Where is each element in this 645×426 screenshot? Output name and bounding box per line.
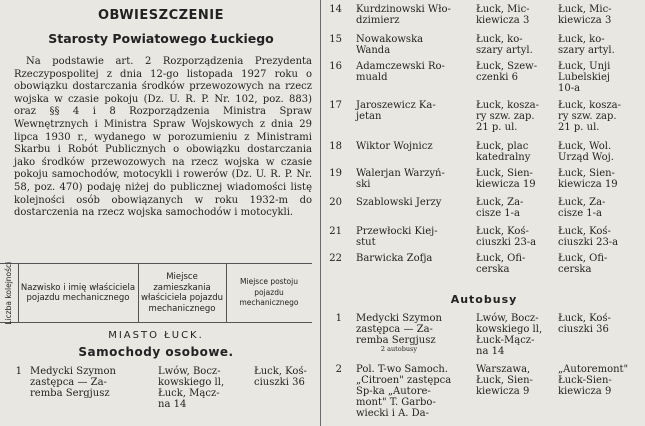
row-number: 18 [329, 141, 342, 152]
parking-location [558, 364, 628, 397]
owner-name-line: Wanda [356, 45, 391, 56]
residence-line: Łuck, Sien- [476, 168, 533, 179]
residence [476, 253, 525, 275]
parking-location [558, 226, 618, 248]
parking-location-line: 10-a [558, 83, 581, 94]
owner-name-line: Szablowski Jerzy [356, 197, 442, 208]
owner-name-line: Adamczewski Ro- [356, 61, 445, 72]
residence-line: Lwów, Bocz- [158, 366, 221, 377]
residence-line: szary artyl. [476, 45, 533, 56]
residence [476, 34, 533, 56]
city-heading: MIASTO ŁUCK. [108, 330, 204, 341]
parking-location-line: kiewicza 19 [558, 179, 618, 190]
parking-location-line: Urząd Woj. [558, 152, 614, 163]
owner-name-line: Jaroszewicz Ka- [356, 100, 436, 111]
parking-location [254, 366, 307, 388]
residence-line: Łuck, Za- [476, 197, 524, 208]
row-number: 17 [329, 100, 342, 111]
residence-line: Łuck, kosza- [476, 100, 539, 111]
owner-name-line: Barwicka Zofja [356, 253, 433, 264]
parking-location [558, 61, 610, 94]
parking-location-line: Łuck, Koś- [254, 366, 307, 377]
residence-line: kowskiego ll, [158, 377, 225, 388]
parking-location-line: ciuszki 36 [254, 377, 305, 388]
residence-line: czenki 6 [476, 72, 519, 83]
owner-name-line: Medycki Szymon [30, 366, 116, 377]
parking-location-line: Łuck, Unji [558, 61, 611, 72]
left-column [6, 4, 316, 220]
parking-location-line: kiewicza 9 [558, 386, 612, 397]
table-header [0, 263, 312, 323]
section-buses-heading: Autobusy [450, 293, 518, 306]
owner-name [356, 364, 451, 419]
owner-name [356, 34, 423, 56]
residence-line: Łuck, ko- [476, 34, 523, 45]
owner-name [356, 197, 441, 208]
header-parking: Miejsce postoju pojazdu mechanicznego [239, 277, 299, 308]
row-number: 15 [329, 34, 342, 45]
residence [476, 61, 537, 83]
residence [476, 4, 530, 26]
owner-name [356, 141, 433, 152]
residence-line: ry szw. zap. [476, 111, 535, 122]
row-number: 20 [329, 197, 342, 208]
residence-line: 21 p. ul. [476, 122, 518, 133]
parking-location-line: Łuck, Koś- [558, 226, 611, 237]
owner-name [356, 313, 442, 353]
owner-name [356, 226, 438, 248]
residence [158, 366, 224, 410]
owner-name-line: zastępca — Za- [356, 324, 433, 335]
column-divider [320, 0, 321, 426]
owner-name-line: muald [356, 72, 388, 83]
residence-line: Łuck, Mącz- [158, 388, 220, 399]
parking-location-line: Łuck, ko- [558, 34, 605, 45]
parking-location-line: ciuszki 36 [558, 324, 609, 335]
header-residence: Miejsce zamieszkania właściciela pojazdu mechanicznego [138, 264, 227, 322]
owner-name-line: ski [356, 179, 371, 190]
row-number: 19 [329, 168, 342, 179]
parking-location-line: Łuck, Ofi- [558, 253, 608, 264]
section-cars-heading: Samochody osobowe. [78, 345, 234, 359]
parking-location-line: cisze 1-a [558, 208, 602, 219]
residence-line: cisze 1-a [476, 208, 520, 219]
parking-location-line: Łuck-Sien- [558, 375, 612, 386]
residence-line: Łuck, Ofi- [476, 253, 526, 264]
announcement-title: OBWIESZCZENIE [97, 8, 225, 23]
owner-name [356, 61, 445, 83]
residence [476, 141, 530, 163]
row-number: 1 [15, 366, 22, 377]
residence-line: kowskiego ll, [476, 324, 543, 335]
owner-name-line: Sp-ka „Autore- [356, 386, 431, 397]
residence [476, 100, 539, 133]
owner-name-line: remba Sergjusz [356, 335, 436, 346]
residence-line: Łuck, Szew- [476, 61, 538, 72]
residence-line: Lwów, Bocz- [476, 313, 539, 324]
residence-line: na 14 [476, 346, 505, 357]
row-number: 22 [329, 253, 342, 264]
owner-name [356, 100, 436, 122]
residence-line: kiewicza 19 [476, 179, 536, 190]
residence-line: kiewicza 9 [476, 386, 530, 397]
parking-location [558, 168, 618, 190]
residence-line: Łuck, Sien- [476, 375, 533, 386]
parking-location-line: „Autoremont" [558, 364, 629, 375]
owner-name-line: Nowakowska [356, 34, 424, 45]
owner-name-line: stut [356, 237, 376, 248]
row-number: 14 [329, 4, 342, 15]
parking-location-line: Łuck, Wol. [558, 141, 612, 152]
announcement-subtitle: Starosty Powiatowego Łuckiego [48, 31, 274, 46]
residence-line: Łuck-Mącz- [476, 335, 535, 346]
owner-name [356, 4, 451, 26]
owner-name-line: Walerjan Warzyń- [356, 168, 445, 179]
owner-name-line: „Citroen" zastępca [356, 375, 452, 386]
owner-name-line: Medycki Szymon [356, 313, 442, 324]
row-number: 2 [335, 364, 342, 375]
residence-line: katedralny [476, 152, 531, 163]
row-number: 21 [329, 226, 342, 237]
residence-line: kiewicza 3 [476, 15, 530, 26]
residence-line: cerska [476, 264, 510, 275]
owner-name [356, 253, 432, 264]
owner-name-line: Przewłocki Kiej- [356, 226, 438, 237]
parking-location-line: ry szw. zap. [558, 111, 617, 122]
parking-location [558, 141, 614, 163]
residence-line: ciuszki 23-a [476, 237, 537, 248]
owner-name-line: jetan [356, 111, 382, 122]
vehicle-count-note: 2 autobusy [380, 345, 418, 353]
parking-location [558, 253, 607, 275]
owner-name-line: zastępca — Za- [30, 377, 107, 388]
owner-name-line: Kurdzinowski Wło- [356, 4, 451, 15]
parking-location-line: Łuck, kosza- [558, 100, 621, 111]
owner-name-line: Wiktor Wojnicz [356, 141, 433, 152]
owner-name [30, 366, 116, 399]
parking-location [558, 197, 605, 219]
owner-name-line: dzimierz [356, 15, 400, 26]
residence-line: Łuck, plac [476, 141, 529, 152]
parking-location [558, 100, 621, 133]
parking-location-line: kiewicza 3 [558, 15, 612, 26]
residence [476, 226, 536, 248]
residence-line: na 14 [158, 399, 187, 410]
residence-line: Łuck, Koś- [476, 226, 529, 237]
header-owner-name: Nazwisko i imię właściciela pojazdu mechanicznego [18, 264, 139, 322]
residence [476, 313, 542, 357]
parking-location-line: 21 p. ul. [558, 122, 600, 133]
row-number: 16 [329, 61, 342, 72]
residence [476, 364, 533, 397]
announcement-body: Na podstawie art. 2 Rozporządzenia Prezydenta Rzeczypospolitej z dnia 12-go listopada 1927 roku o obowiązku dostarczania środków przewozowych na rzecz wojska w czasie pokoju (Dz. U. R. P. Nr. 102, poz. 883) oraz §§ 4 i 8 Rozporządzenia Ministra Spraw Wewnętrznych i Ministra Spraw Wojskowych z dnia 29 lipca 1930 r., wydanego w porozumieniu z Ministrami Skarbu i Robót Publicznych o obowiązku dostarczania jako środków przewozowych na rzecz wojska w czasie pokoju samochodów, motocykli i rowerów (Dz. U. R. P. Nr. 58, poz. 470) podaję niżej do publicznej wiadomości listę kolejności osób obowiązanych w roku 1932-m do dostarczenia na rzecz wojska samochodów i motocykli. [14, 56, 312, 219]
residence-line: Łuck, Mic- [476, 4, 530, 15]
owner-name-line: mont" T. Garbo- [356, 397, 436, 408]
header-number: Liczba kolejności [0, 264, 19, 322]
parking-location-line: Łuck, Koś- [558, 313, 611, 324]
parking-location [558, 313, 611, 335]
parking-location-line: szary artyl. [558, 45, 615, 56]
parking-location-line: Lubelskiej [558, 72, 611, 83]
owner-name [356, 168, 445, 190]
residence [476, 168, 536, 190]
parking-location-line: Łuck, Za- [558, 197, 606, 208]
owner-name-line: remba Sergjusz [30, 388, 110, 399]
residence-line: Warszawa, [476, 364, 531, 375]
row-number: 1 [335, 313, 342, 324]
owner-name-line: wiecki i A. Da- [356, 408, 430, 419]
parking-location [558, 4, 612, 26]
residence [476, 197, 523, 219]
parking-location-line: Łuck, Sien- [558, 168, 615, 179]
parking-location-line: cerska [558, 264, 592, 275]
owner-name-line: Pol. T-wo Samoch. [356, 364, 448, 375]
parking-location-line: Łuck, Mic- [558, 4, 612, 15]
parking-location-line: ciuszki 23-a [558, 237, 619, 248]
parking-location [558, 34, 615, 56]
